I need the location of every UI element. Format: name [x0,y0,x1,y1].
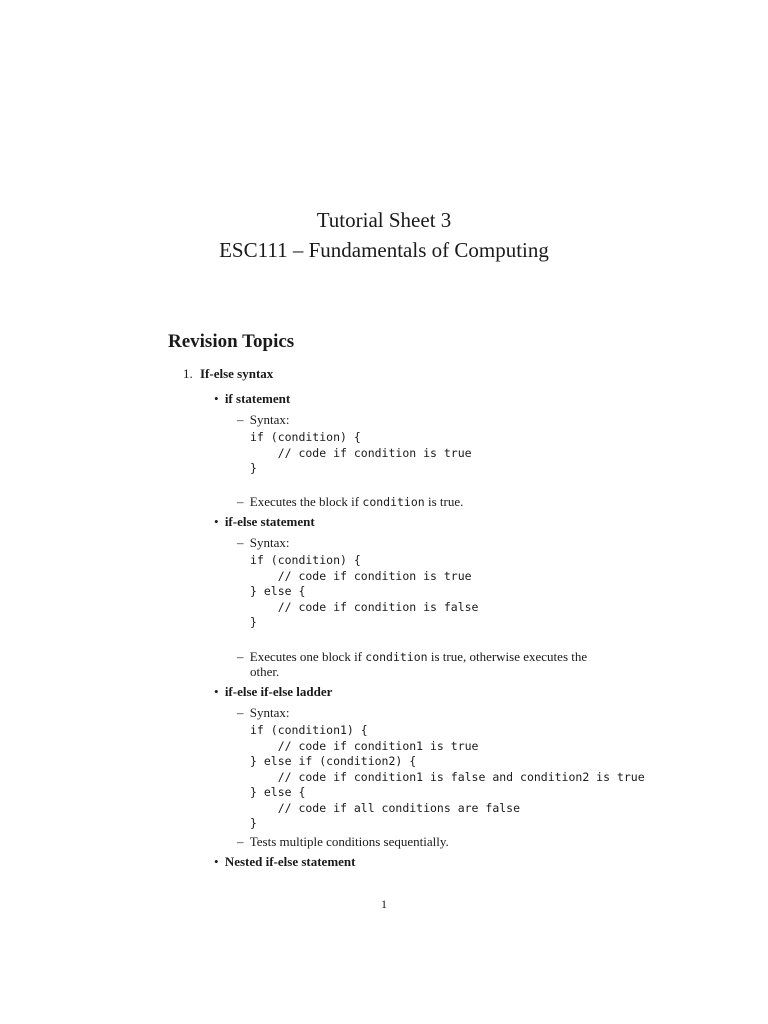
bullet-if-else-statement [214,514,315,530]
bullet-if-statement [214,391,290,407]
bullet-label: if-else if-else ladder [224,684,333,699]
desc-code: condition [365,650,428,664]
dash-icon: – [237,705,244,720]
syntax-label: Syntax: [249,705,290,720]
if-description [237,494,463,510]
document-title [0,205,768,265]
ladder-description [237,834,449,850]
bullet-icon: • [214,684,219,699]
desc-text: Tests multiple conditions sequentially. [249,834,449,849]
desc-text: is true, otherwise executes the [427,649,588,664]
bullet-if-else-ladder [214,684,332,700]
bullet-icon: • [214,514,219,529]
ladder-code-block: if (condition1) { // code if condition1 is true } else if (condition2) { // code if condition1 is false and condition2 is true } else { // code if all conditions are false } [250,723,645,830]
if-else-description-line-2: other. [250,664,280,679]
if-else-code-block: if (condition) { // code if condition is true } else { // code if condition is false } [250,553,479,629]
dash-icon: – [237,412,244,427]
ladder-syntax-item [237,705,289,721]
syntax-label: Syntax: [249,535,290,550]
title-line-1: Tutorial Sheet 3 [316,208,452,232]
if-else-syntax-item [237,535,289,551]
dash-icon: – [237,834,244,849]
syntax-label: Syntax: [249,412,290,427]
if-syntax-item [237,412,289,428]
bullet-icon: • [214,391,219,406]
dash-icon: – [237,494,244,509]
bullet-label: Nested if-else statement [224,854,356,869]
topic-1 [183,366,273,382]
if-else-description [237,649,587,665]
page-number: 1 [381,897,387,911]
title-line-2: ESC111 – Fundamentals of Computing [219,238,549,262]
topic-1-number: 1. [183,366,193,381]
dash-icon: – [237,649,244,664]
if-code-block: if (condition) { // code if condition is true } [250,430,472,475]
desc-code: condition [362,495,425,509]
desc-text: Executes one block if [249,649,366,664]
desc-text: Executes the block if [249,494,363,509]
bullet-label: if-else statement [224,514,315,529]
topic-1-label: If-else syntax [200,366,274,381]
section-heading: Revision Topics [168,331,295,352]
desc-text: is true. [424,494,464,509]
dash-icon: – [237,535,244,550]
bullet-label: if statement [224,391,291,406]
bullet-nested-if-else [214,854,356,870]
bullet-icon: • [214,854,219,869]
